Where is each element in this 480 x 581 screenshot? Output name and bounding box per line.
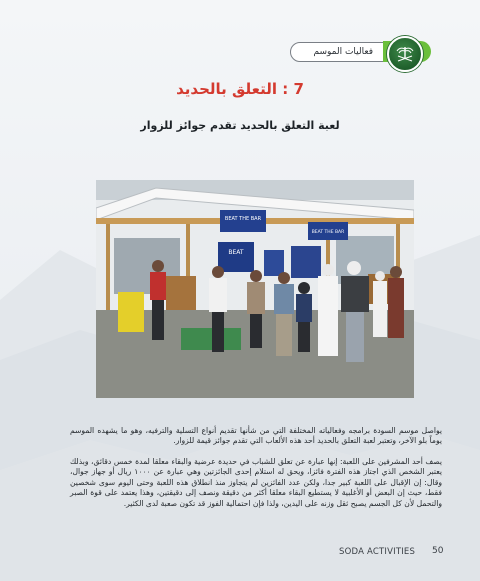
article-subtitle: لعبة التعلق بالحديد تقدم جوائز للزوار bbox=[140, 119, 340, 132]
section-label: فعاليات الموسم bbox=[313, 47, 373, 57]
photo-sign-1 bbox=[220, 210, 266, 232]
palm-swords-emblem-icon bbox=[387, 36, 423, 72]
article-paragraph-2: يصف أحد المشرفين على اللعبة: إنها عبارة عن تعلق للشباب في حديدة عرضية والبقاء معلقا لمدة خمس دقائق، وبذلك يعتبر الشخص الذي اجتاز هذه الفترة فائزا، ويحق له استلام إحدى الجائزتين وهي عبارة عن ١٠٠٠ ريال أو جهاز جوال، وقال: إن الإقبال على اللعبة كبير جدا، ولكن عدد الفائزين لم يتجاوز منذ انطلاق هذه اللعبة وحتى اليوم سوى شخصين فقط، حيث إن البعض أو الأغلبية لا يستطيع البقاء معلقا أكثر من دقيقة ونصف إلى دقيقتين، وهذا يعتمد على قوة الصبر والتحمل لأن كل الجسم يصبح ثقل وزنه على اليدين، ولذا فإن احتمالية الفوز قد تكون صعبة لدى الكثير. bbox=[70, 456, 442, 508]
page-number: 50 bbox=[432, 546, 444, 556]
svg-text:BEAT: BEAT bbox=[228, 249, 244, 256]
svg-text:BEAT THE BAR: BEAT THE BAR bbox=[311, 230, 345, 235]
article-title: 7 : التعلق بالحديد bbox=[176, 80, 304, 98]
event-photo bbox=[96, 180, 414, 398]
photo-sign-2 bbox=[308, 222, 348, 240]
article-paragraph-1: يواصل موسم السودة برامجه وفعالياته المختلفة التي من شأنها تقديم أنواع التسلية والترفيه، وهو ما يشهده الموسم يوماً بلو الآخر، وتعتبر لعبة التعلق بالحديد أحد هذه الألعاب التي تقدم جوائز قيمة للزوار. bbox=[70, 425, 442, 446]
footer-section-label: SODA ACTIVITIES bbox=[339, 547, 416, 557]
svg-text:BEAT THE BAR: BEAT THE BAR bbox=[224, 216, 262, 222]
photo-sign-3 bbox=[218, 242, 254, 272]
